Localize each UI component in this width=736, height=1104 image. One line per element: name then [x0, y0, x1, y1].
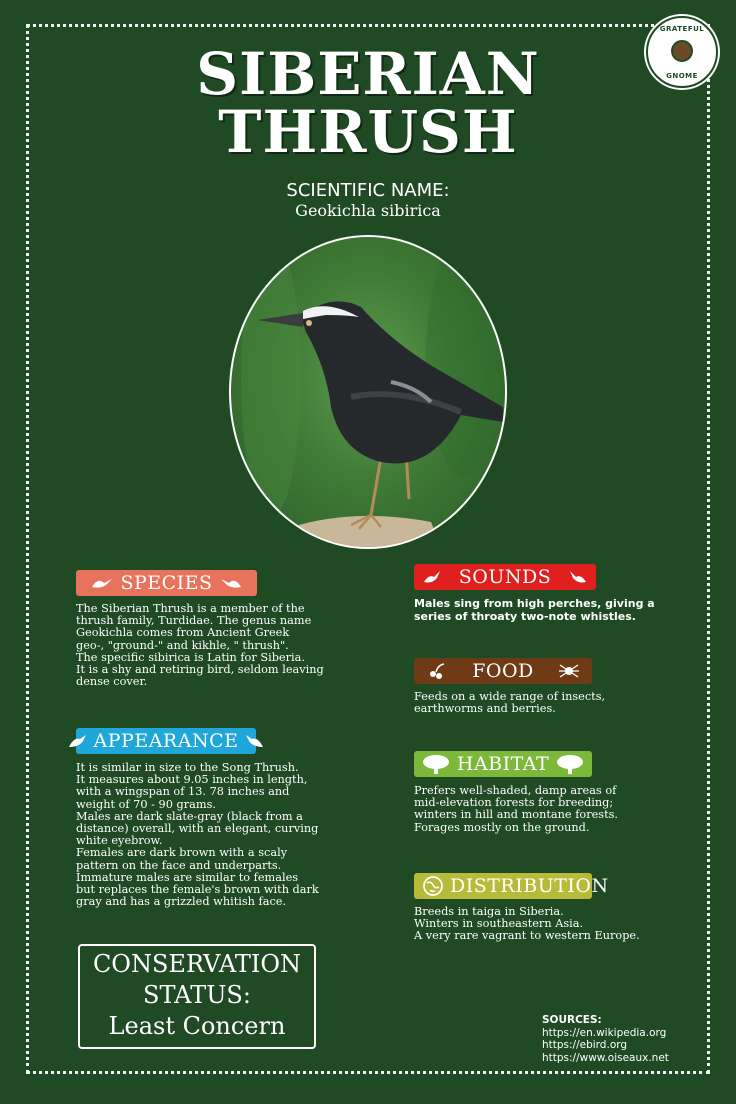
bird-photo — [229, 235, 507, 549]
habitat-line: winters in hill and montane forests. — [414, 808, 619, 822]
conservation-line-2: STATUS: — [143, 981, 251, 1009]
distribution-header — [414, 873, 609, 899]
appearance-line: white eyebrow. — [76, 834, 163, 848]
tree-icon — [421, 754, 451, 774]
appearance-line: Immature males are similar to females — [76, 870, 299, 884]
food-line: earthworms and berries. — [414, 702, 556, 716]
appearance-line: It measures about 9.05 inches in length, — [76, 773, 308, 787]
birds-icon — [90, 575, 114, 591]
appearance-line: weight of 70 - 90 grams. — [76, 797, 216, 811]
tree-icon — [555, 754, 585, 774]
title-line-2: THRUSH — [218, 98, 518, 166]
distribution-text — [414, 906, 694, 943]
species-line: The specific sibirica is Latin for Siberia. — [76, 650, 305, 664]
thrush-illustration — [231, 237, 505, 547]
logo-top-text: GRATEFUL — [659, 25, 705, 33]
appearance-line: Males are dark slate-gray (black from a — [76, 809, 303, 823]
sounds-header — [414, 564, 596, 590]
food-text — [414, 691, 694, 715]
food-line: Feeds on a wide range of insects, — [414, 690, 606, 703]
conservation-line-1: CONSERVATION — [92, 950, 302, 978]
food-header-label: FOOD — [472, 660, 534, 682]
source-link[interactable]: https://ebird.org — [542, 1039, 628, 1051]
distribution-line: Winters in southeastern Asia. — [414, 917, 584, 931]
globe-icon — [422, 875, 444, 897]
sounds-line: Males sing from high perches, giving a — [414, 597, 655, 610]
distribution-line: A very rare vagrant to western Europe. — [414, 929, 640, 943]
sounds-text — [414, 597, 694, 623]
appearance-line: but replaces the female's brown with dark — [76, 883, 319, 897]
appearance-header-label: APPEARANCE — [93, 730, 239, 752]
distribution-line: Breeds in taiga in Siberia. — [414, 905, 564, 918]
species-line: geo-, "ground-" and kikhle, " thrush". — [76, 638, 289, 652]
appearance-line: pattern on the face and underparts. — [76, 858, 282, 872]
habitat-text — [414, 785, 694, 834]
berries-icon — [426, 661, 448, 681]
species-line: Geokichla comes from Ancient Greek — [76, 626, 290, 640]
appearance-line: gray and has a grizzled whitish face. — [76, 895, 287, 909]
source-link[interactable]: https://en.wikipedia.org — [542, 1026, 667, 1039]
bird-icon — [244, 733, 264, 749]
appearance-line: distance) overall, with an elegant, curving — [76, 822, 319, 836]
source-link[interactable]: https://www.oiseaux.net — [542, 1051, 669, 1064]
title-line-1: SIBERIAN — [196, 40, 540, 108]
conservation-status-box — [78, 944, 316, 1049]
food-header — [414, 658, 592, 684]
bird-icon — [68, 733, 88, 749]
species-text — [76, 603, 356, 688]
birds-icon — [219, 575, 243, 591]
species-line: The Siberian Thrush is a member of the — [76, 602, 305, 615]
habitat-line: Prefers well-shaded, damp areas of — [414, 784, 617, 797]
logo-bottom-text: GNOME — [666, 72, 698, 80]
sounds-line: series of throaty two-note whistles. — [414, 610, 636, 623]
appearance-text — [76, 762, 356, 908]
species-header — [76, 570, 257, 596]
species-line: It is a shy and retiring bird, seldom leaving — [76, 663, 324, 677]
appearance-line: It is similar in size to the Song Thrush. — [76, 761, 299, 774]
sources-label: SOURCES: — [542, 1014, 602, 1026]
singing-bird-icon — [421, 568, 443, 586]
habitat-header — [414, 751, 592, 777]
species-header-label: SPECIES — [120, 572, 213, 594]
conservation-status-value: Least Concern — [108, 1012, 286, 1040]
appearance-line: Females are dark brown with a scaly — [76, 846, 288, 860]
spider-icon — [558, 661, 580, 681]
sounds-header-label: SOUNDS — [458, 566, 552, 588]
scientific-name: Geokichla sibirica — [295, 201, 441, 220]
habitat-line: Forages mostly on the ground. — [414, 820, 590, 834]
species-line: dense cover. — [76, 675, 148, 689]
habitat-header-label: HABITAT — [456, 753, 550, 775]
appearance-header — [76, 728, 256, 754]
sources — [542, 1014, 669, 1064]
habitat-line: mid-elevation forests for breeding; — [414, 796, 614, 810]
distribution-header-label: DISTRIBUTION — [450, 875, 609, 897]
scientific-name-label: SCIENTIFIC NAME: — [286, 180, 450, 201]
singing-bird-icon — [567, 568, 589, 586]
appearance-line: with a wingspan of 13. 78 inches and — [76, 785, 290, 799]
species-line: thrush family, Turdidae. The genus name — [76, 614, 312, 628]
